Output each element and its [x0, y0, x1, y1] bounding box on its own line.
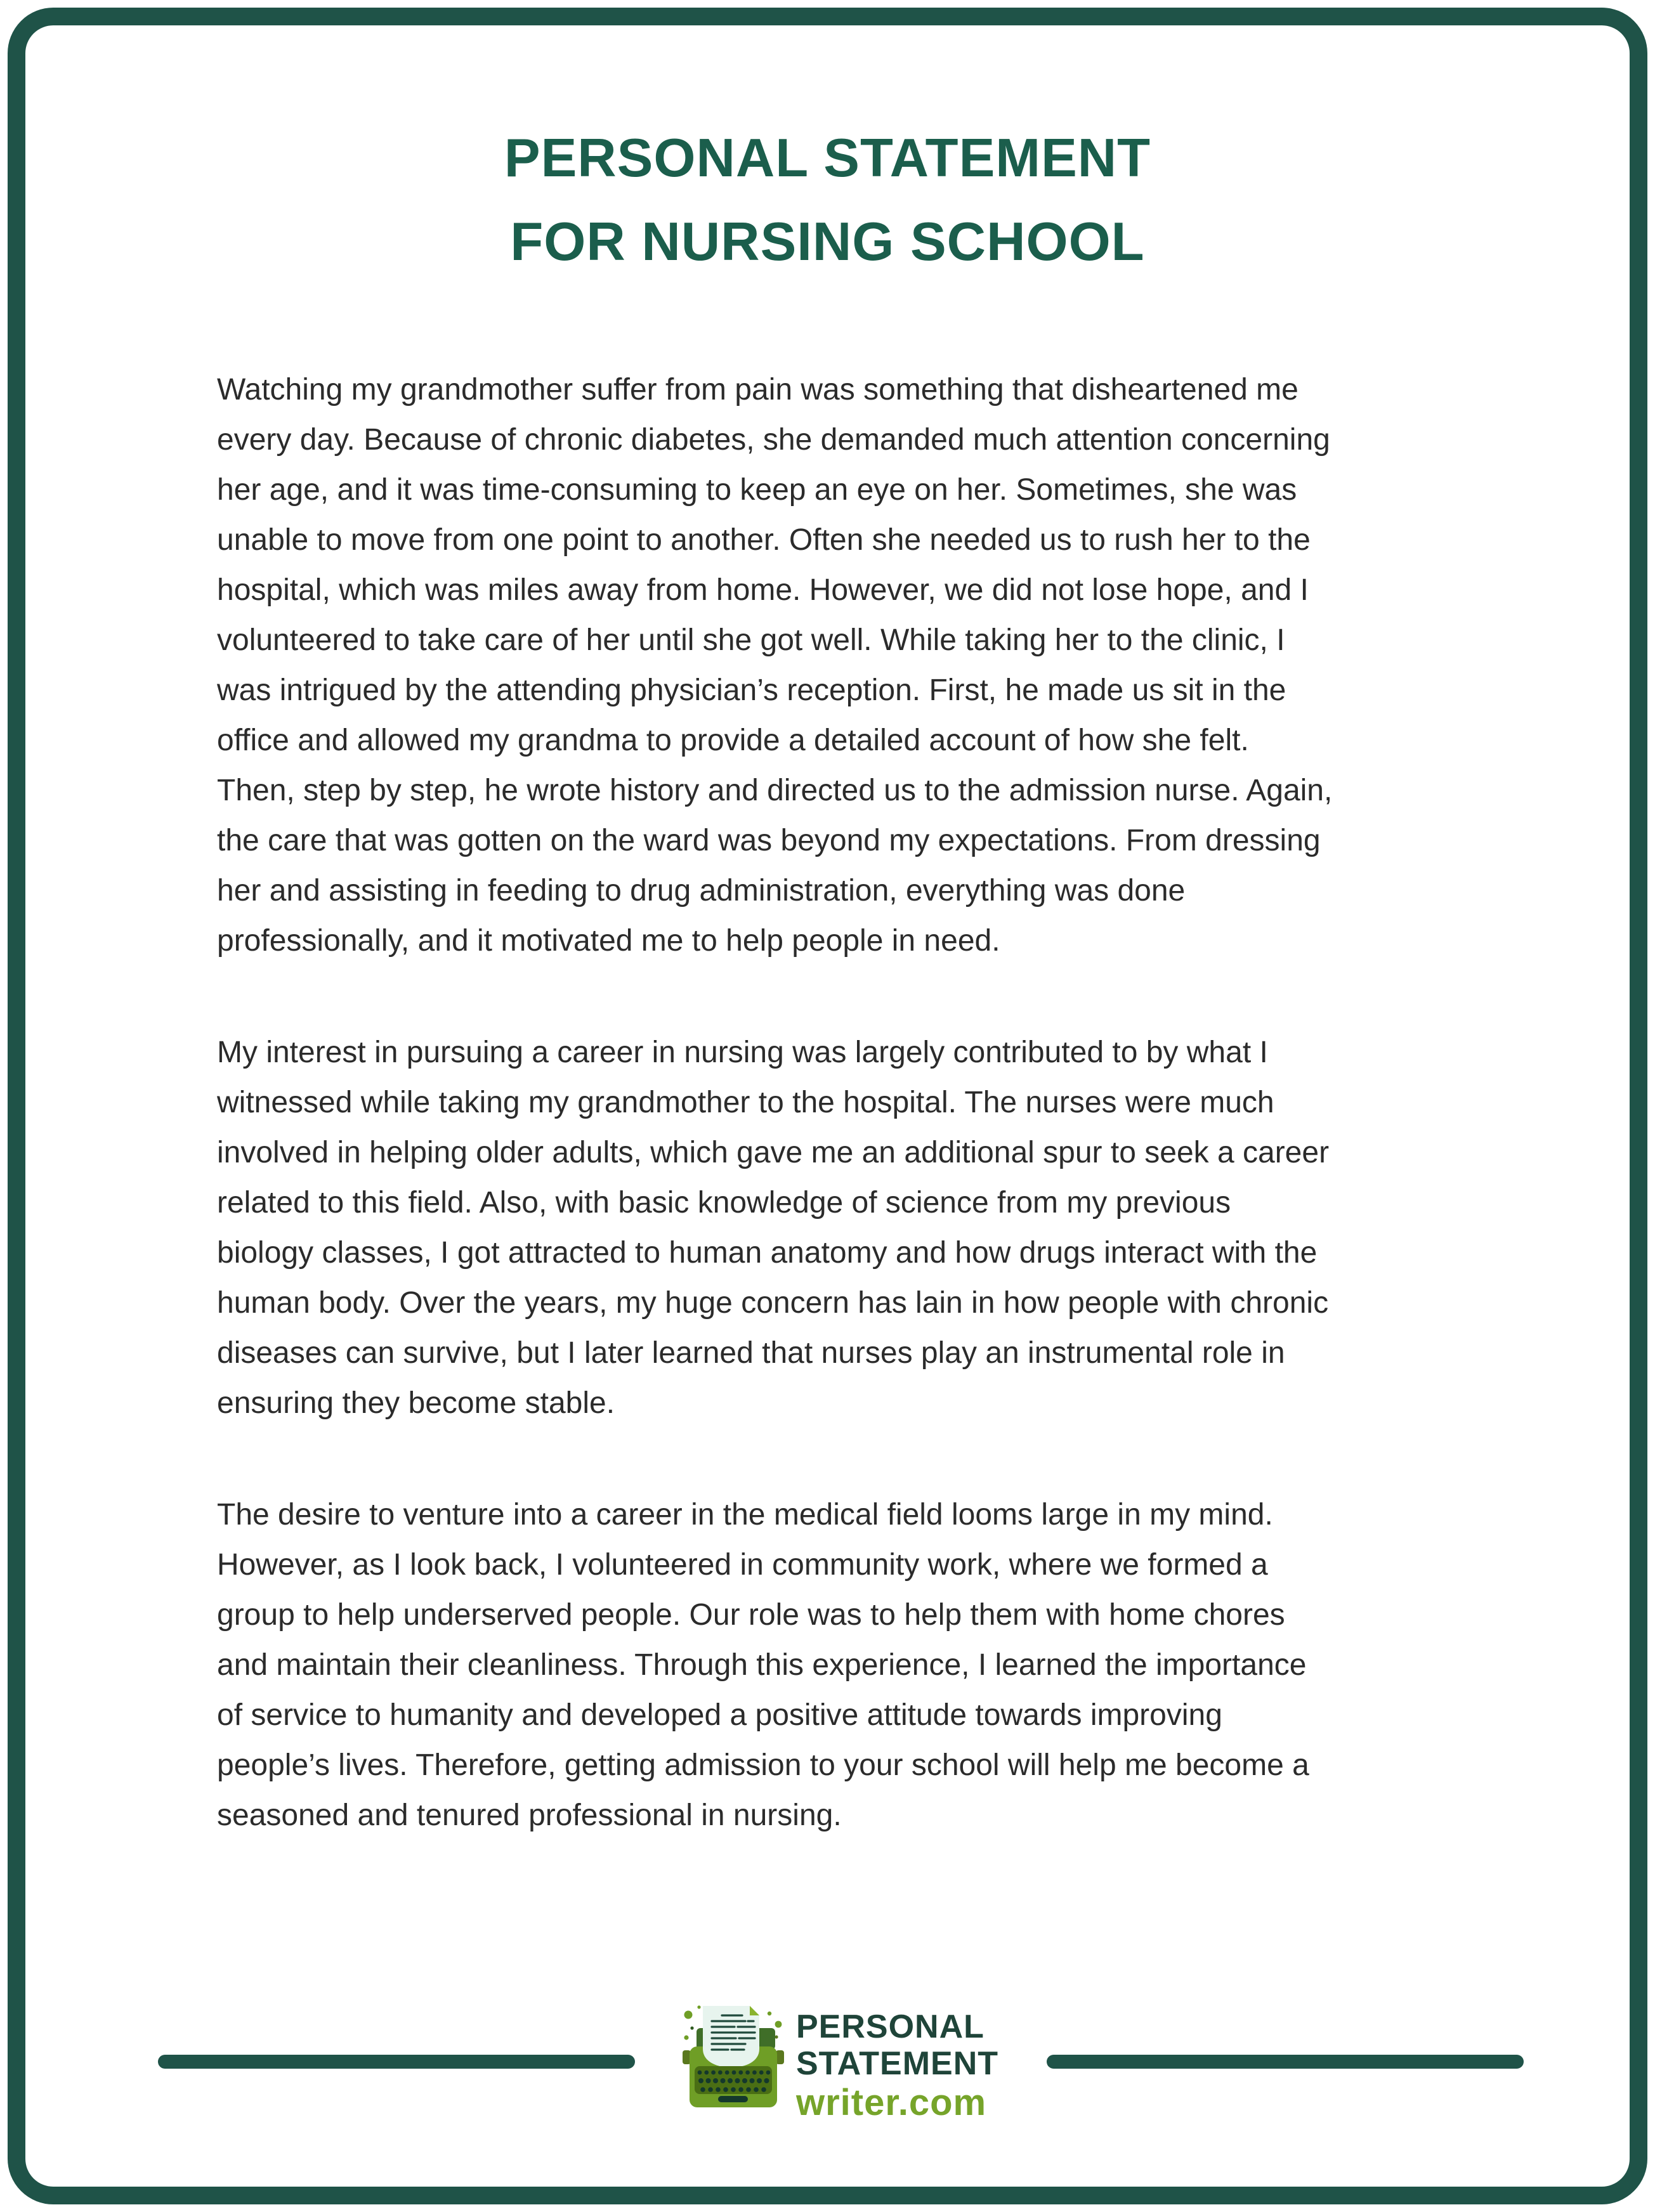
- page-title-line2: FOR NURSING SCHOOL: [510, 212, 1145, 272]
- essay-body: [217, 365, 1438, 1902]
- footer-divider-right: [1047, 2055, 1524, 2069]
- typewriter-icon: [682, 2001, 785, 2114]
- brand-logo: [682, 2001, 998, 2123]
- brand-text: [796, 2001, 998, 2123]
- essay-paragraph-3: The desire to venture into a career in the medical field looms large in my mind. However, as I look back, I volunteered in community work, where we formed a group to help underserved people. Our role was to help them with home chores and maintain their cleanliness. Through this experience, I learned the importance of service to humanity and developed a positive attitude towards improving people’s lives. Therefore, getting admission to your school will help me become a seasoned and tenured professional in nursing.: [217, 1498, 1309, 1832]
- brand-line-statement: STATEMENT: [796, 2045, 999, 2082]
- page-title-line1: PERSONAL STATEMENT: [504, 128, 1151, 188]
- footer-divider-left: [158, 2055, 635, 2069]
- essay-paragraph-2: My interest in pursuing a career in nursing was largely contributed to by what I witnessed while taking my grandmother to the hospital. The nurses were much involved in helping older adults, which gave me an additional spur to seek a career related to this field. Also, with basic knowledge of science from my previous biology classes, I got attracted to human anatomy and how drugs interact with the human body. Over the years, my huge concern has lain in how people with chronic diseases can survive, but I later learned that nurses play an instrumental role in ensuring they become stable.: [217, 1036, 1330, 1420]
- essay-paragraph-1: Watching my grandmother suffer from pain was something that disheartened me every day. Because of chronic diabetes, she demanded much attention concerning her age, and it was time-consuming to keep an eye on her. Sometimes, she was unable to move from one point to another. Often she needed us to rush her to the hospital, which was miles away from home. However, we did not lose hope, and I volunteered to take care of her until she got well. While taking her to the clinic, I was intrigued by the attending physician’s reception. First, he made us sit in the office and allowed my grandma to provide a detailed account of how she felt. Then, step by step, he wrote history and directed us to the admission nurse. Again, the care that was gotten on the ward was beyond my expectations. From dressing her and assisting in feeding to drug administration, everything was done professionally, and it motivated me to help people in need.: [217, 373, 1333, 958]
- page-title: [0, 117, 1655, 284]
- brand-line-personal: PERSONAL: [796, 2008, 984, 2045]
- brand-domain: writer.com: [796, 2082, 987, 2123]
